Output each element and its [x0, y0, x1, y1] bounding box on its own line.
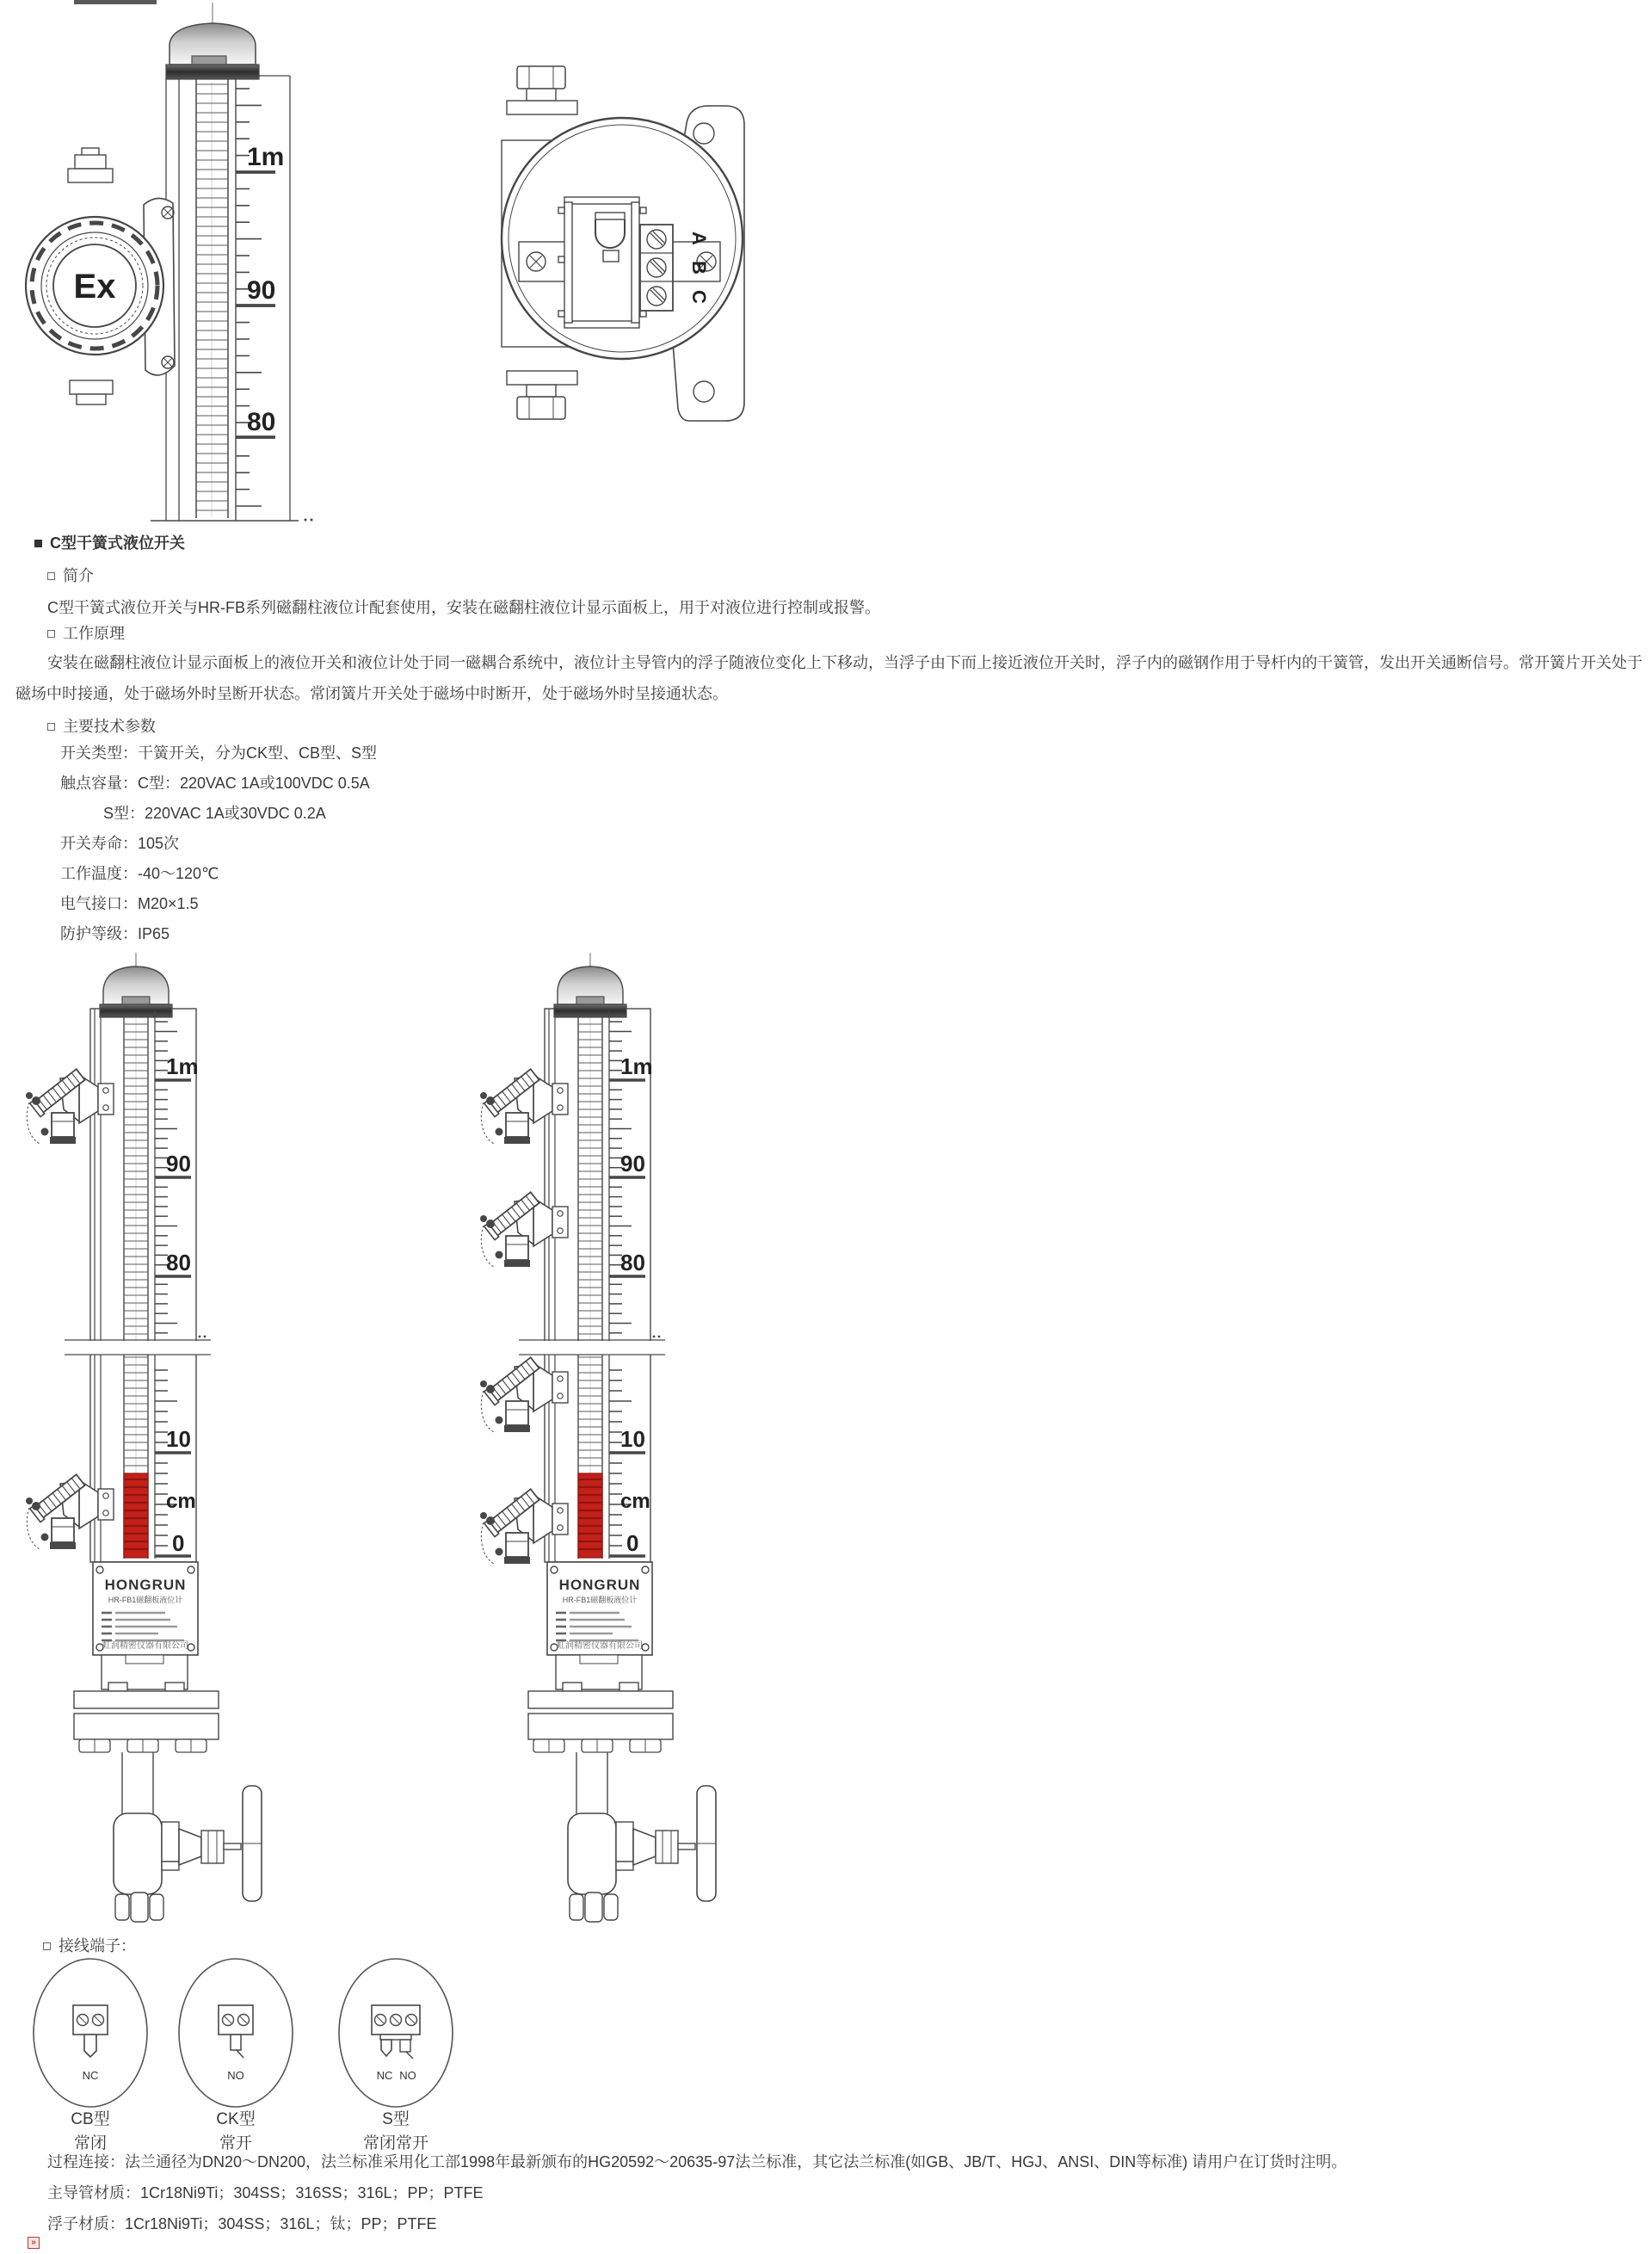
svg-text:90: 90: [247, 276, 276, 305]
param-item: 防护等级：IP65: [60, 925, 170, 942]
svg-text:0: 0: [172, 1530, 185, 1556]
ex-proof-switch-housing: [26, 148, 175, 404]
param-item: 工作温度：-40～120℃: [60, 865, 219, 882]
svg-text:NO: NO: [227, 2069, 244, 2082]
flange-and-valve: [74, 1655, 262, 1922]
param-item: 开关类型：干簧开关，分为CK型、CB型、S型: [60, 744, 378, 762]
svg-text:CK型: CK型: [216, 2110, 256, 2128]
svg-text:常开: 常开: [219, 2134, 253, 2152]
svg-text:90: 90: [620, 1151, 645, 1176]
svg-text:HONGRUN: HONGRUN: [558, 1577, 641, 1593]
svg-text:NC: NC: [82, 2069, 99, 2082]
svg-text:80: 80: [620, 1250, 645, 1275]
svg-text:cm: cm: [166, 1490, 196, 1513]
intro-title: 简介: [47, 564, 94, 586]
gauge-column: [151, 3, 313, 522]
hollow-square-bullet: [43, 1942, 51, 1950]
param-item: 电气接口：M20×1.5: [60, 895, 199, 912]
svg-text:NO: NO: [399, 2069, 416, 2082]
svg-text:HR-FB1磁翻板液位计: HR-FB1磁翻板液位计: [562, 1596, 638, 1604]
principle-title: 工作原理: [47, 621, 125, 644]
svg-text:80: 80: [166, 1250, 191, 1275]
svg-text:Ex: Ex: [73, 268, 116, 306]
svg-text:1m: 1m: [166, 1053, 199, 1079]
param-item: 开关寿命：105次: [60, 835, 180, 852]
hollow-square-bullet: [47, 630, 55, 638]
svg-text:A: A: [688, 232, 710, 245]
param-item: 触点容量：C型：220VAC 1A或100VDC 0.5A: [60, 775, 370, 792]
terminals-title: 接线端子：: [43, 1934, 136, 1956]
flange-and-valve: [528, 1655, 716, 1922]
footer-line: 主导管材质：1Cr18Ni9Ti；304SS；316SS；316L；PP；PTFE: [47, 2184, 484, 2202]
principle-body: 安装在磁翻柱液位计显示面板上的液位开关和液位计处于同一磁耦合系统中，液位计主导管内的浮子随液位变化上下移动，当浮子由下而上接近液位开关时，浮子内的磁钢作用于导杆内的干簧管，发出开关通断信号。常开簧片开关处于磁场中时接通，处于磁场外时呈断开状态。常闭簧片开关处于磁场中时断开，处于磁场外时呈接通状态。: [15, 654, 1643, 702]
nameplate: [93, 1562, 198, 1655]
magnetic-level-gauge-four-switches-drawing: [480, 951, 764, 1967]
svg-text:80: 80: [247, 408, 276, 436]
svg-text:CB型: CB型: [71, 2110, 110, 2128]
svg-text:C: C: [688, 290, 710, 304]
solid-square-bullet: [34, 540, 42, 547]
svg-text:10: 10: [166, 1426, 191, 1452]
svg-text:0: 0: [626, 1530, 639, 1556]
svg-text:10: 10: [620, 1426, 645, 1452]
section-heading: C型干簧式液位开关: [34, 531, 185, 553]
svg-text:常闭: 常闭: [73, 2134, 108, 2152]
svg-text:1m: 1m: [620, 1053, 653, 1079]
switch-internal-face-drawing: [478, 56, 761, 435]
footer-line: 浮子材质：1Cr18Ni9Ti；304SS；316L；钛；PP；PTFE: [47, 2215, 437, 2232]
svg-text:S型: S型: [382, 2110, 410, 2128]
gauge-body: [90, 953, 199, 1562]
terminal-diagram-S型: [339, 1959, 453, 2152]
svg-text:90: 90: [166, 1151, 191, 1176]
svg-text:cm: cm: [620, 1490, 650, 1513]
broken-image-icon: »: [28, 2237, 40, 2249]
hollow-square-bullet: [47, 572, 55, 580]
terminal-diagram-CB型: [34, 1959, 147, 2152]
terminal-diagram-CK型: [179, 1959, 293, 2152]
svg-text:NC: NC: [376, 2069, 393, 2082]
footer-line: 过程连接：法兰通径为DN20～DN200，法兰标准采用化工部1998年最新颁布的HG20592～20635-97法兰标准，其它法兰标准(如GB、JB/T、HGJ、ANSI、DIN等标准) 请用户在订货时注明。: [47, 2153, 1347, 2171]
params-list: [60, 744, 377, 954]
svg-text:常闭常开: 常闭常开: [362, 2134, 429, 2152]
nameplate: [547, 1562, 652, 1655]
svg-text:HONGRUN: HONGRUN: [104, 1577, 187, 1593]
terminal-wiring-diagrams: [26, 1954, 611, 2156]
svg-text:B: B: [688, 261, 710, 275]
level-gauge-with-ex-switch-drawing: [13, 0, 331, 559]
footer-notes: [47, 2152, 1347, 2245]
gauge-body: [545, 953, 653, 1562]
params-title: 主要技术参数: [47, 714, 156, 737]
svg-text:HR-FB1磁翻板液位计: HR-FB1磁翻板液位计: [108, 1596, 183, 1604]
magnetic-level-gauge-two-switches-drawing: [26, 951, 310, 1967]
svg-text:虹润精密仪器有限公司: 虹润精密仪器有限公司: [557, 1641, 643, 1651]
svg-text:虹润精密仪器有限公司: 虹润精密仪器有限公司: [102, 1641, 188, 1651]
intro-body: C型干簧式液位开关与HR-FB系列磁翻柱液位计配套使用，安装在磁翻柱液位计显示面板上，用于对液位进行控制或报警。: [47, 599, 880, 616]
param-item: S型：220VAC 1A或30VDC 0.2A: [103, 805, 326, 822]
svg-text:1m: 1m: [247, 143, 285, 171]
hollow-square-bullet: [47, 723, 55, 731]
